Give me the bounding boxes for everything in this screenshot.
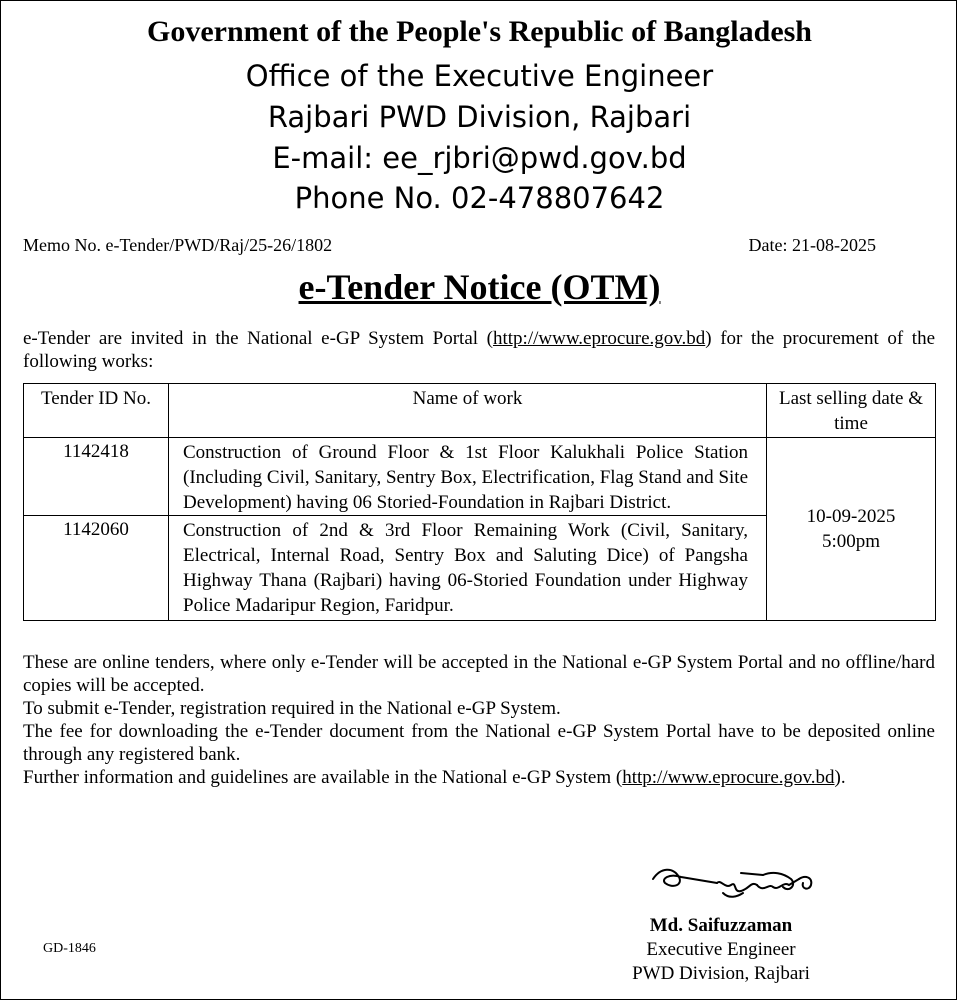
tender-id-cell: 1142418 bbox=[24, 438, 169, 516]
registration-paragraph: To submit e-Tender, registration required in the National e-GP System. bbox=[23, 698, 561, 719]
division-name: Rajbari PWD Division, Rajbari bbox=[267, 100, 692, 134]
last-selling-cell bbox=[767, 438, 936, 621]
tender-table bbox=[23, 383, 936, 621]
signatory-office: PWD Division, Rajbari bbox=[632, 963, 810, 984]
memo-date: Date: 21-08-2025 bbox=[748, 235, 876, 255]
tender-id-cell: 1142060 bbox=[24, 516, 169, 621]
further-info-paragraph bbox=[23, 766, 935, 789]
eprocure-link[interactable]: http://www.eprocure.gov.bd bbox=[492, 328, 706, 349]
signatory-name: Md. Saifuzzaman bbox=[649, 915, 793, 936]
signatory-designation: Executive Engineer bbox=[646, 939, 796, 960]
work-description-cell: Construction of Ground Floor & 1st Floor Kalukhali Police Station (Including Civil, Sanitary, Sentry Box, Electrification, Flag Stand and Site Development) having 06 Storied-Foundation in Rajbari District. bbox=[169, 438, 767, 516]
intro-text-before: e-Tender are invited in the National e-GP System Portal ( bbox=[23, 328, 493, 349]
intro-paragraph bbox=[23, 327, 935, 373]
gd-number: GD-1846 bbox=[43, 941, 96, 956]
table-row bbox=[24, 438, 936, 516]
email-line: E-mail: ee_rjbri@pwd.gov.bd bbox=[272, 141, 687, 175]
phone-line: Phone No. 02-478807642 bbox=[294, 181, 665, 215]
office-name: Office of the Executive Engineer bbox=[245, 59, 714, 93]
further-info-text: Further information and guidelines are available in the National e-GP System ( bbox=[23, 767, 623, 788]
notice-title-text: e-Tender Notice (OTM) bbox=[298, 267, 661, 307]
intro-text-after: ) for the procurement of the following works: bbox=[23, 328, 935, 372]
further-info-end: ). bbox=[834, 767, 846, 788]
online-tender-paragraph: These are online tenders, where only e-Tender will be accepted in the National e-GP System Portal and no offline/hard copies will be accepted. bbox=[23, 652, 935, 696]
header-name-of-work: Name of work bbox=[169, 384, 767, 438]
eprocure-link-footer[interactable]: http://www.eprocure.gov.bd bbox=[622, 767, 835, 788]
instructions bbox=[23, 651, 935, 789]
fee-paragraph: The fee for downloading the e-Tender document from the National e-GP System Portal have to be deposited online through any registered bank. bbox=[23, 721, 935, 765]
header-last-selling: Last selling date & time bbox=[767, 384, 936, 438]
work-description-cell: Construction of 2nd & 3rd Floor Remaining Work (Civil, Sanitary, Electrical, Internal Road, Sentry Box and Saluting Dice) of Pangsha Highway Thana (Rajbari) having 06-Storied Foundation under Highway Police Madaripur Region, Faridpur. bbox=[169, 516, 767, 621]
signature-image bbox=[613, 859, 829, 909]
notice-title bbox=[1, 266, 957, 308]
table-header-row bbox=[24, 384, 936, 438]
memo-number: Memo No. e-Tender/PWD/Raj/25-26/1802 bbox=[23, 235, 333, 255]
last-selling-date: 10-09-2025 bbox=[806, 506, 896, 527]
last-selling-time: 5:00pm bbox=[821, 531, 881, 552]
header-tender-id: Tender ID No. bbox=[24, 384, 169, 438]
government-heading: Government of the People's Republic of Bangladesh bbox=[147, 15, 812, 48]
